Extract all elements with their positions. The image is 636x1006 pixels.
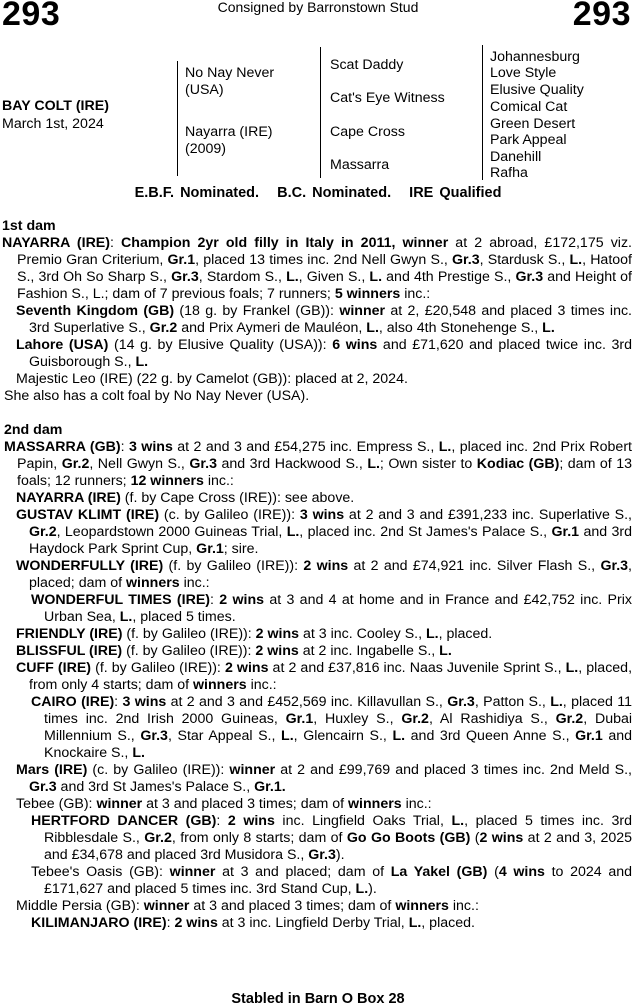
- produce-mars: Mars (IRE) (c. by Galileo (IRE)): winner at 2 and £99,769 and placed 3 times inc. 2nd Meld S., Gr.3 and 3rd St James's Palace S., Gr.1.: [16, 762, 632, 795]
- horse-name: BAY COLT (IRE): [2, 98, 109, 114]
- dam-nayarra-text: NAYARRA (IRE): [2, 235, 110, 251]
- dam-entry-nayarra: NAYARRA (IRE): Champion 2yr old filly in Italy in 2011, winner at 2 abroad, £172,175 viz. Premio Gran Criterium, Gr.1, placed 13 times inc. 2nd Nell Gwyn S., Gr.3, Stardusk S., L., Hatoof S., 3rd Oh So Sharp S., Gr.3, Stardom S., L., Given S., L. and 4th Prestige S., Gr.3 and Height of Fashion S., L.; dam of 7 previous foals; 7 runners; 5 winners inc.:: [2, 235, 633, 302]
- nominations: E.B.F. Nominated. B.C. Nominated. IRE Qualified: [134, 185, 502, 201]
- dam-year: (2009): [185, 141, 227, 157]
- catalogue-body: [4, 218, 632, 932]
- sire-origin: (USA): [185, 82, 224, 98]
- lot-number-left: 293: [2, 0, 61, 33]
- produce-wonderful-times: WONDERFUL TIMES (IRE): 2 wins at 3 and 4 at home and in France and £42,752 inc. Prix Urban Sea, L., placed 5 times.: [31, 592, 632, 625]
- granddam-paternal: Cat's Eye Witness: [330, 90, 445, 106]
- produce-gustav-klimt: GUSTAV KLIMT (IRE) (c. by Galileo (IRE)): 3 wins at 2 and 3 and £391,233 inc. Superlative S., Gr.2, Leopardstown 2000 Guineas Trial, L., placed inc. 2nd St James's Palace S., Gr.1 and 3rd Haydock Park Sprint Cup, Gr.1; sire.: [16, 507, 632, 557]
- second-dam-heading: 2nd dam: [4, 422, 63, 438]
- great-grandparent-1: Johannesburg: [490, 49, 580, 65]
- produce-wonderfully: WONDERFULLY (IRE) (f. by Galileo (IRE)): 2 wins at 2 and £74,921 inc. Silver Flash S., Gr.3, placed; dam of winners inc.:: [16, 558, 632, 591]
- great-grandparent-4: Comical Cat: [490, 99, 568, 115]
- grandsire-maternal: Cape Cross: [330, 124, 405, 140]
- great-grandparent-3: Elusive Quality: [490, 82, 584, 98]
- produce-seventh-kingdom: Seventh Kingdom (GB) (18 g. by Frankel (GB)): winner at 2, £20,548 and placed 3 times inc. 3rd Superlative S., Gr.2 and Prix Aymeri de Mauléon, L., also 4th Stonehenge S., L.: [16, 303, 632, 336]
- produce-blissful: BLISSFUL (IRE) (f. by Galileo (IRE)): 2 wins at 2 inc. Ingabelle S., L.: [16, 643, 452, 659]
- produce-hertford-dancer: HERTFORD DANCER (GB): 2 wins inc. Lingfield Oaks Trial, L., placed 5 times inc. 3rd Ribblesdale S., Gr.2, from only 8 starts; dam of Go Go Boots (GB) (2 wins at 2 and 3, 2025 and £34,678 and placed 3rd Musidora S., Gr.3).: [31, 813, 633, 863]
- first-dam-heading: 1st dam: [2, 218, 56, 234]
- produce-middle-persia: Middle Persia (GB): winner at 3 and placed 3 times; dam of winners inc.:: [16, 898, 479, 914]
- great-grandparent-8: Rafha: [490, 165, 528, 181]
- produce-colt-foal: She also has a colt foal by No Nay Never (USA).: [4, 388, 310, 404]
- produce-cairo: CAIRO (IRE): 3 wins at 2 and 3 and £452,569 inc. Killavullan S., Gr.3, Patton S., L., placed 11 times inc. 2nd Irish 2000 Guineas, Gr.1, Huxley S., Gr.2, Al Rashidiya S., Gr.2, Dubai Millennium S., Gr.3, Star Appeal S., L., Glencairn S., L. and 3rd Queen Anne S., Gr.1 and Knockaire S., L.: [31, 694, 633, 761]
- sire-name: No Nay Never: [185, 65, 275, 81]
- produce-tebee: Tebee (GB): winner at 3 and placed 3 times; dam of winners inc.:: [16, 796, 432, 812]
- pedigree-divider-2: [320, 47, 321, 178]
- produce-cuff: CUFF (IRE) (f. by Galileo (IRE)): 2 wins at 2 and £37,816 inc. Naas Juvenile Sprint S., L., placed, from only 4 starts; dam of winners inc.:: [16, 660, 633, 693]
- stabled-location: Stabled in Barn O Box 28: [231, 991, 405, 1006]
- dam-name: Nayarra (IRE): [185, 124, 273, 140]
- great-grandparent-2: Love Style: [490, 65, 557, 81]
- produce-lahore: Lahore (USA) (14 g. by Elusive Quality (USA)): 6 wins and £71,620 and placed twice inc. 3rd Guisborough S., L.: [16, 337, 633, 370]
- dam-entry-massarra: MASSARRA (GB): 3 wins at 2 and 3 and £54,275 inc. Empress S., L., placed inc. 2nd Prix Robert Papin, Gr.2, Nell Gwyn S., Gr.3 and 3rd Hackwood S., L.; Own sister to Kodiac (GB); dam of 13 foals; 12 runners; 12 winners inc.:: [4, 439, 633, 489]
- granddam-maternal: Massarra: [330, 157, 390, 173]
- produce-tebees-oasis: Tebee's Oasis (GB): winner at 3 and placed; dam of La Yakel (GB) (4 wins to 2024 and £171,627 and placed 5 times inc. 3rd Stand Cup, L.).: [31, 864, 633, 897]
- consignor: Consigned by Barronstown Stud: [217, 0, 419, 15]
- pedigree-divider-3: [482, 45, 483, 180]
- great-grandparent-5: Green Desert: [490, 116, 576, 132]
- lot-number-right: 293: [572, 0, 631, 33]
- produce-nayarra: NAYARRA (IRE) (f. by Cape Cross (IRE)): see above.: [16, 490, 355, 506]
- produce-majestic-leo: Majestic Leo (IRE) (22 g. by Camelot (GB)): placed at 2, 2024.: [16, 371, 408, 387]
- great-grandparent-7: Danehill: [490, 149, 542, 165]
- great-grandparent-6: Park Appeal: [490, 132, 567, 148]
- produce-kilimanjaro: KILIMANJARO (IRE): 2 wins at 3 inc. Lingfield Derby Trial, L., placed.: [31, 915, 475, 931]
- pedigree-divider-1: [177, 61, 178, 176]
- grandsire-paternal: Scat Daddy: [330, 57, 404, 73]
- horse-foaled: March 1st, 2024: [2, 116, 104, 132]
- produce-friendly: FRIENDLY (IRE) (f. by Galileo (IRE)): 2 wins at 3 inc. Cooley S., L., placed.: [16, 626, 493, 642]
